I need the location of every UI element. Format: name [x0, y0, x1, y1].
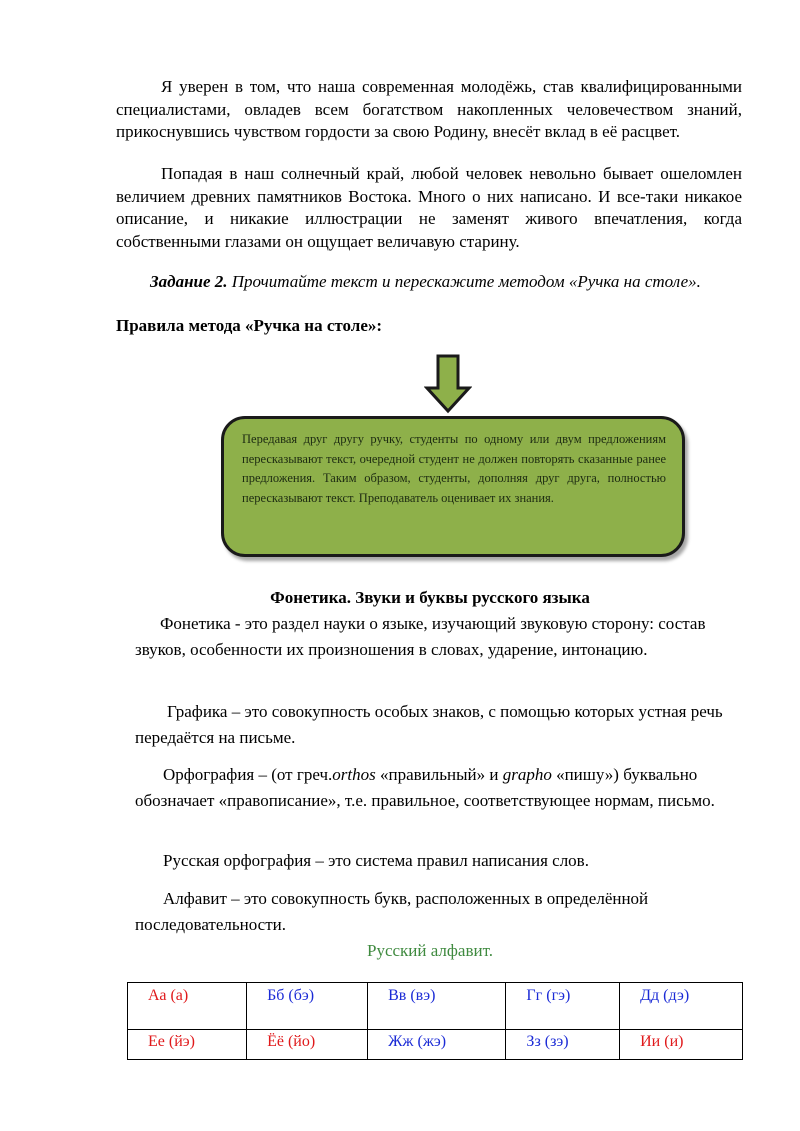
- russian-orthography-definition: Русская орфография – это система правил написания слов.: [163, 851, 589, 870]
- intro-paragraph-2: Попадая в наш солнечный край, любой человек невольно бывает ошеломлен величием древних памятников Востока. Много о них написано. И все-таки никакое описание, и никакие иллюстрации не заменят живого впечатления, когда собственными глазами он ощущает величавую старину.: [116, 164, 742, 251]
- orthography-text-a: Орфография – (от греч.: [163, 765, 333, 784]
- down-arrow-icon: [424, 354, 472, 414]
- orthography-orthos: orthos: [332, 765, 376, 784]
- alphabet-definition: Алфавит – это совокупность букв, расположенных в определённой последовательности.: [135, 889, 649, 934]
- graphics-definition: Графика – это совокупность особых знаков, с помощью которых устная речь передаётся на письме.: [135, 702, 723, 747]
- task-text: Прочитайте текст и перескажите методом «Ручка на столе».: [227, 272, 701, 291]
- phonetics-definition: Фонетика - это раздел науки о языке, изучающий звуковую сторону: состав звуков, особенности их произношения в словах, ударение, интонацию.: [135, 614, 706, 659]
- alphabet-cell: Ёё (йо): [247, 1030, 368, 1060]
- intro-paragraph-1: Я уверен в том, что наша современная молодёжь, став квалифицированными специалистами, овладев всем богатством накопленных человечеством знаний, прикоснувшись чувством гордости за свою Родину, внесёт вклад в её расцвет.: [116, 77, 742, 141]
- rules-box-text: Передавая друг другу ручку, студенты по одному или двум предложениям пересказывают текст, очередной студент не должен повторять сказанные ранее предложения. Таким образом, студенты, дополняя друг друга, полностью пересказывают текст. Преподаватель оценивает их знания.: [242, 432, 666, 505]
- alphabet-cell: Зз (зэ): [506, 1030, 620, 1060]
- alphabet-cell: Бб (бэ): [247, 983, 368, 1030]
- section-title: Фонетика. Звуки и буквы русского языка: [270, 588, 590, 607]
- alphabet-cell: Ии (и): [620, 1030, 743, 1060]
- alphabet-title: Русский алфавит.: [366, 941, 493, 960]
- alphabet-table: [127, 982, 743, 1060]
- alphabet-cell: Ее (йэ): [128, 1030, 247, 1060]
- orthography-grapho: grapho: [502, 765, 552, 784]
- rules-box: [221, 416, 685, 557]
- alphabet-cell: Дд (дэ): [620, 983, 743, 1030]
- orthography-definition: [135, 762, 735, 814]
- rules-title: Правила метода «Ручка на столе»:: [116, 316, 383, 335]
- task-2: [116, 271, 742, 294]
- orthography-text-c: «пишу») буквально обозначает «правописание», т.е. правильное, соответствующее нормам, письмо.: [135, 765, 715, 810]
- alphabet-cell: Жж (жэ): [368, 1030, 506, 1060]
- alphabet-cell: Гг (гэ): [506, 983, 620, 1030]
- alphabet-cell: Аа (а): [128, 983, 247, 1030]
- orthography-text-b: «правильный» и: [375, 765, 503, 784]
- task-label: Задание 2.: [150, 272, 228, 291]
- alphabet-cell: Вв (вэ): [368, 983, 506, 1030]
- table-row: [128, 1030, 743, 1060]
- table-row: [128, 983, 743, 1030]
